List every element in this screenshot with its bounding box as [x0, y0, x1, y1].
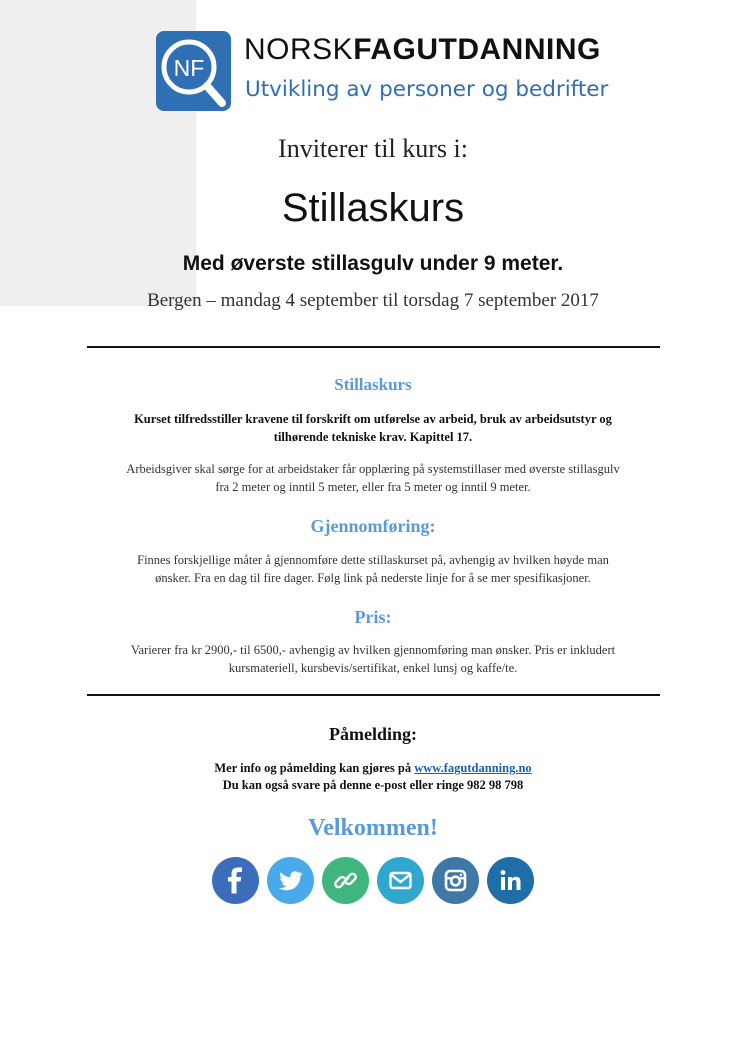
- brand-name-light: NORSK: [244, 33, 354, 66]
- execution-heading: Gjennomføring:: [310, 516, 436, 536]
- invite-text: Inviterer til kurs i:: [278, 134, 468, 163]
- svg-text:NF: NF: [173, 55, 205, 81]
- execution-text-line-2: ønsker. Fra en dag til fire dager. Følg link på nederste linje for å se mer spesifikasjoner.: [155, 571, 591, 585]
- twitter-icon: [267, 857, 314, 904]
- course-text-line-1: Arbeidsgiver skal sørge for at arbeidstaker får opplæring på systemstillaser med øverste stillasgulv: [126, 462, 620, 476]
- price-text-line-2: kursmateriell, kursbevis/sertifikat, enkel lunsj og kaffe/te.: [228, 661, 518, 675]
- course-text-line-2: fra 2 meter og inntil 5 meter, eller fra 5 meter og inntil 9 meter.: [215, 480, 531, 494]
- linkedin-button[interactable]: [487, 857, 534, 904]
- mail-icon: [377, 857, 424, 904]
- course-bold-line-2: tilhørende tekniske krav. Kapittel 17.: [273, 430, 473, 444]
- website-link[interactable]: www.fagutdanning.no: [414, 761, 532, 775]
- link-icon: [322, 857, 369, 904]
- social-icons-row: [212, 857, 534, 905]
- instagram-icon: [432, 857, 479, 904]
- course-heading: Stillaskurs: [334, 375, 412, 394]
- share-link-button[interactable]: [322, 857, 369, 904]
- execution-text-line-1: Finnes forskjellige måter å gjennomføre dette stillaskurset på, avhengig av hvilken høyde man: [137, 553, 609, 567]
- nf-logo-badge-icon: [156, 31, 231, 111]
- facebook-button[interactable]: [212, 857, 259, 904]
- divider-top: [87, 346, 660, 348]
- email-button[interactable]: [377, 857, 424, 904]
- price-text-line-1: Varierer fra kr 2900,- til 6500,- avhengig av hvilken gjennomføring man ønsker. Pris er inkludert: [130, 643, 616, 657]
- page-subtitle: Med øverste stillasgulv under 9 meter.: [182, 252, 564, 275]
- brand-tagline: Utvikling av personer og bedrifter: [245, 77, 609, 102]
- price-heading: Pris:: [354, 607, 392, 627]
- instagram-button[interactable]: [432, 857, 479, 904]
- page-title: Stillaskurs: [281, 186, 465, 230]
- signup-heading: Påmelding:: [329, 724, 417, 744]
- facebook-icon: [212, 857, 259, 904]
- linkedin-icon: [487, 857, 534, 904]
- brand-name: [244, 33, 601, 67]
- welcome-text: Velkommen!: [308, 815, 438, 841]
- divider-bottom: [87, 694, 660, 696]
- date-line: Bergen – mandag 4 september til torsdag 7 september 2017: [147, 290, 599, 311]
- brand-name-bold: FAGUTDANNING: [353, 33, 601, 66]
- twitter-button[interactable]: [267, 857, 314, 904]
- course-bold-line-1: Kurset tilfredsstiller kravene til forskrift om utførelse av arbeid, bruk av arbeidsutstyr og: [134, 412, 612, 426]
- signup-line-2: Du kan også svare på denne e-post eller ringe 982 98 798: [222, 778, 524, 792]
- signup-line-1-prefix: Mer info og påmelding kan gjøres på: [214, 761, 415, 775]
- company-logo: [156, 31, 609, 113]
